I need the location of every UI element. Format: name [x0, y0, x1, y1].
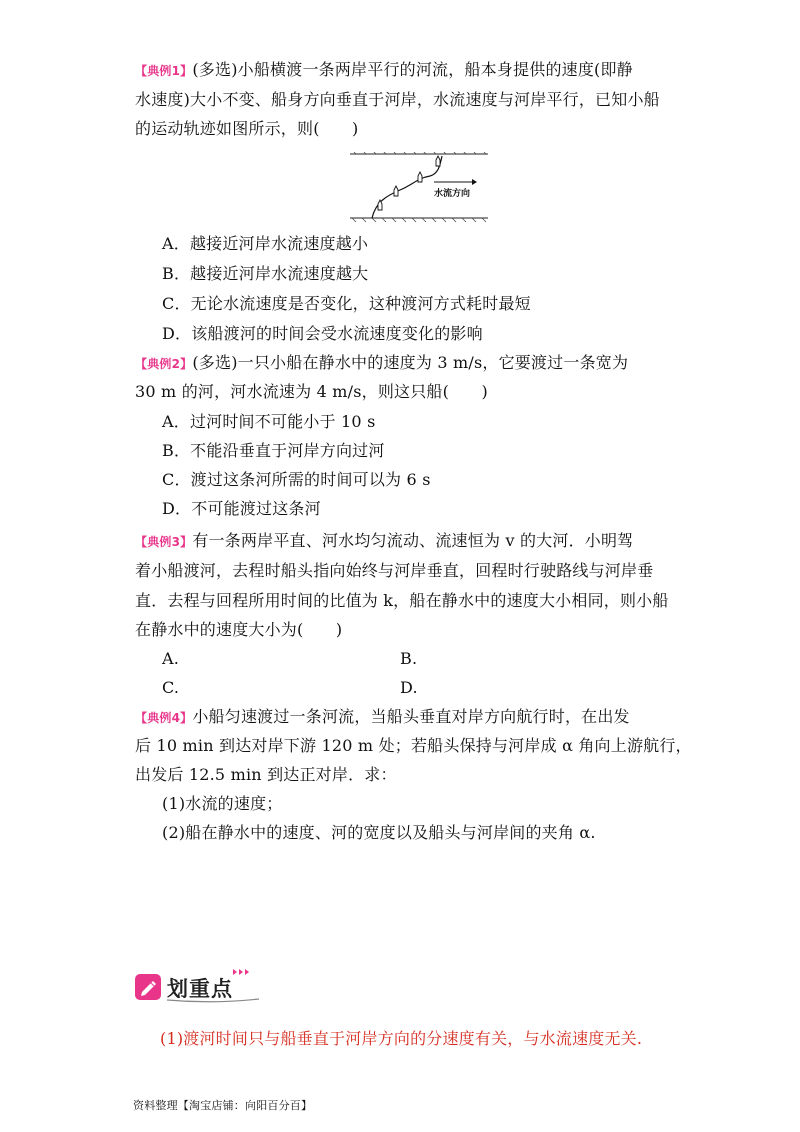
example4-line3: 出发后 12.5 min 到达正对岸．求：: [135, 765, 397, 784]
river-trajectory-figure: [350, 152, 490, 226]
example3-line1: 【典例3】有一条两岸平直、河水均匀流动、流速恒为 v 的大河．小明驾: [135, 531, 634, 550]
example1-option-b: B．越接近河岸水流速度越大: [162, 264, 369, 283]
example3-option-c: C.: [162, 678, 180, 697]
example2-option-c: C．渡过这条河所需的时间可以为 6 s: [162, 470, 431, 489]
example1-option-d: D．该船渡河的时间会受水流速度变化的影响: [162, 324, 483, 343]
example3-line3: 直．去程与回程所用时间的比值为 k，船在静水中的速度大小相同，则小船: [135, 591, 669, 610]
example3-tag: 【典例3】: [135, 535, 193, 549]
flow-direction-label: 水流方向: [434, 189, 471, 199]
example4-question1: (1)水流的速度；: [162, 794, 283, 813]
highlight-logo: [133, 968, 263, 1004]
example2-line1: 【典例2】(多选)一只小船在静水中的速度为 3 m/s，它要渡过一条宽为: [135, 353, 629, 372]
example2-line2: 30 m 的河，河水流速为 4 m/s，则这只船( ): [135, 382, 488, 401]
highlight-text: (1)渡河时间只与船垂直于河岸方向的分速度有关，与水流速度无关.: [160, 1029, 643, 1048]
example2-tag: 【典例2】: [135, 357, 193, 371]
example3-line2: 着小船渡河，去程时船头指向始终与河岸垂直，回程时行驶路线与河岸垂: [135, 561, 654, 580]
example3-line4: 在静水中的速度大小为( ): [135, 620, 343, 639]
example3-option-a: A.: [162, 649, 180, 668]
example2-option-a: A．过河时间不可能小于 10 s: [162, 412, 376, 431]
example2-option-d: D．不可能渡过这条河: [162, 499, 321, 518]
example1-option-c: C．无论水流速度是否变化，这种渡河方式耗时最短: [162, 294, 531, 313]
example3-option-d: D.: [400, 678, 418, 697]
triangle-marks-icon: [233, 969, 249, 975]
example4-question2: (2)船在静水中的速度、河的宽度以及船头与河岸间的夹角 α.: [162, 823, 596, 842]
example4-line2: 后 10 min 到达对岸下游 120 m 处；若船头保持与河岸成 α 角向上游航行，: [135, 736, 692, 755]
example4-line1: 【典例4】小船匀速渡过一条河流，当船头垂直对岸方向航行时，在出发: [135, 707, 630, 726]
footer-note: 资料整理【淘宝店铺：向阳百分百】: [133, 1099, 313, 1112]
example3-option-b: B.: [400, 649, 418, 668]
example1-option-a: A．越接近河岸水流速度越小: [162, 234, 369, 253]
example1-tag: 【典例1】: [135, 64, 193, 78]
example1-line2: 水速度)大小不变、船身方向垂直于河岸，水流速度与河岸平行，已知小船: [135, 90, 660, 109]
example2-option-b: B．不能沿垂直于河岸方向过河: [162, 441, 385, 460]
highlight-title: 划重点: [167, 977, 233, 1001]
example1-line1: 【典例1】(多选)小船横渡一条两岸平行的河流，船本身提供的速度(即静: [135, 60, 633, 79]
example4-tag: 【典例4】: [135, 711, 193, 725]
example1-line3: 的运动轨迹如图所示，则( ): [135, 119, 359, 138]
